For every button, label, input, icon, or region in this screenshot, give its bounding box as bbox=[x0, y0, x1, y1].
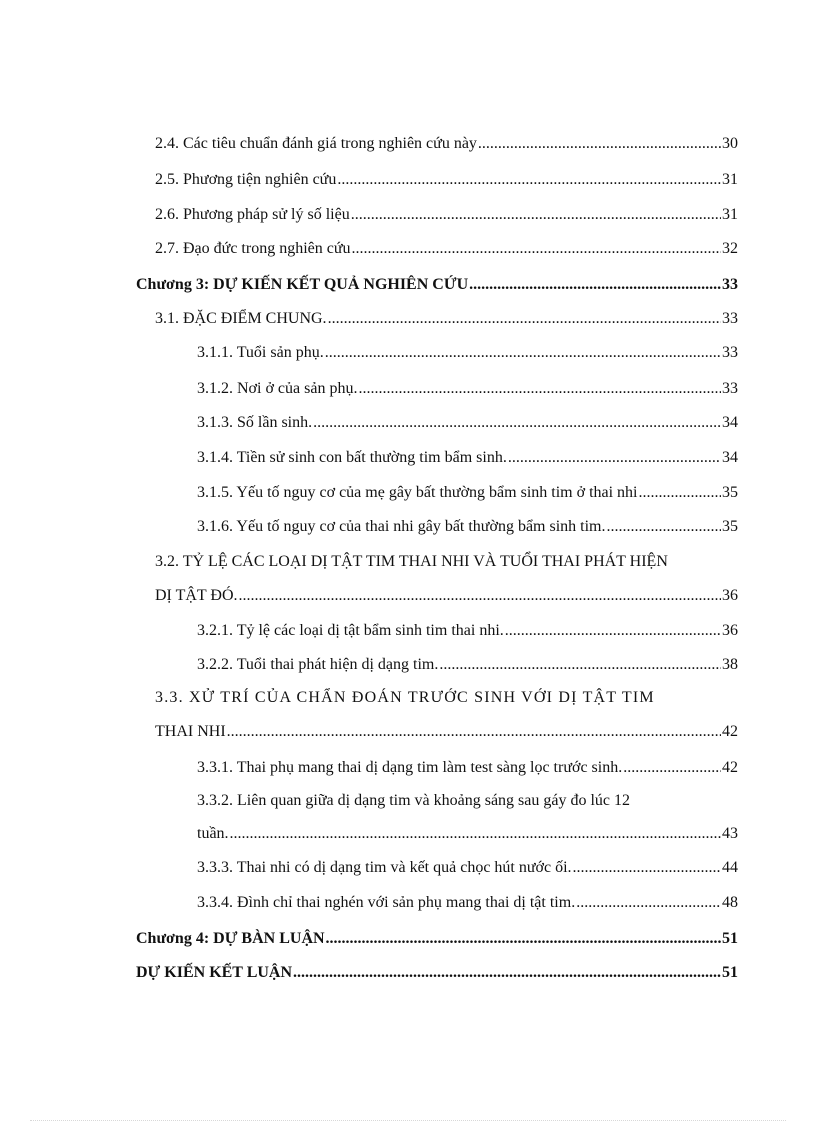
dot-leader bbox=[358, 379, 721, 399]
dot-leader bbox=[313, 413, 721, 433]
toc-entry-title: 3.1.1. Tuổi sản phụ. bbox=[197, 344, 324, 361]
toc-page-number: 33 bbox=[722, 380, 738, 397]
toc-page-number: 31 bbox=[722, 171, 738, 188]
toc-page-number: 36 bbox=[722, 587, 738, 604]
dot-leader bbox=[293, 963, 721, 983]
dot-leader bbox=[573, 858, 721, 878]
dot-leader bbox=[576, 893, 721, 913]
page-bottom-divider bbox=[30, 1120, 786, 1121]
toc-entry bbox=[197, 517, 738, 537]
toc-page-number: 34 bbox=[722, 414, 738, 431]
toc-page-number: 44 bbox=[722, 859, 738, 876]
toc-entry bbox=[197, 621, 738, 641]
dot-leader bbox=[328, 309, 721, 329]
toc-entry-title: 3.2. TỶ LỆ CÁC LOẠI DỊ TẬT TIM THAI NHI VÀ TUỔI THAI PHÁT HIỆN bbox=[155, 553, 668, 570]
toc-entry bbox=[155, 239, 738, 259]
toc-entry-title: DỰ KIẾN KẾT LUẬN bbox=[136, 964, 293, 981]
toc-entry bbox=[197, 824, 738, 844]
toc-entry-title-continued: DỊ TẬT ĐÓ. bbox=[155, 587, 238, 604]
toc-page-number: 51 bbox=[722, 930, 738, 947]
dot-leader bbox=[239, 586, 721, 606]
toc-entry-title-continued: tuần. bbox=[197, 825, 229, 842]
toc-page-number: 35 bbox=[722, 518, 738, 535]
dot-leader bbox=[478, 134, 721, 154]
toc-entry-title: 3.1. ĐẶC ĐIỂM CHUNG. bbox=[155, 310, 327, 327]
toc-page-number: 48 bbox=[722, 894, 738, 911]
toc-entry bbox=[197, 413, 738, 433]
toc-entry-title: 2.6. Phương pháp sử lý số liệu bbox=[155, 206, 350, 223]
dot-leader bbox=[505, 621, 721, 641]
toc-entry bbox=[197, 655, 738, 675]
toc-chapter-entry bbox=[136, 929, 738, 949]
toc-page-number: 43 bbox=[722, 825, 738, 842]
dot-leader bbox=[326, 929, 721, 949]
toc-entry bbox=[197, 379, 738, 399]
toc-chapter-entry bbox=[136, 275, 738, 295]
toc-page-number: 34 bbox=[722, 449, 738, 466]
dot-leader bbox=[439, 655, 721, 675]
toc-page-number: 42 bbox=[722, 723, 738, 740]
dot-leader bbox=[325, 343, 721, 363]
toc-page-number: 32 bbox=[722, 240, 738, 257]
toc-entry-title: Chương 4: DỰ BÀN LUẬN bbox=[136, 930, 325, 947]
dot-leader bbox=[623, 758, 721, 778]
dot-leader bbox=[337, 170, 721, 190]
toc-entry bbox=[155, 586, 738, 606]
toc-entry-title: 3.3.2. Liên quan giữa dị dạng tim và khoảng sáng sau gáy đo lúc 12 bbox=[197, 792, 631, 809]
toc-entry bbox=[197, 343, 738, 363]
toc-entry bbox=[155, 170, 738, 190]
toc-entry-title: 3.2.1. Tỷ lệ các loại dị tật bẩm sinh tim thai nhi. bbox=[197, 622, 504, 639]
toc-chapter-entry bbox=[136, 963, 738, 983]
toc-entry bbox=[155, 205, 738, 225]
toc-entry-title: 3.1.5. Yếu tố nguy cơ của mẹ gây bất thường bẩm sinh tim ở thai nhi bbox=[197, 484, 638, 501]
dot-leader bbox=[639, 483, 722, 503]
toc-entry-title: 2.7. Đạo đức trong nghiên cứu bbox=[155, 240, 351, 257]
toc-entry-title: 3.1.3. Số lần sinh. bbox=[197, 414, 313, 431]
toc-entry-title: 3.3.1. Thai phụ mang thai dị dạng tim làm test sàng lọc trước sinh. bbox=[197, 759, 623, 776]
toc-entry bbox=[155, 722, 738, 742]
dot-leader bbox=[607, 517, 722, 537]
toc-entry-title: 3.3. XỬ TRÍ CỦA CHẨN ĐOÁN TRƯỚC SINH VỚI DỊ TẬT TIM bbox=[155, 689, 655, 706]
dot-leader bbox=[230, 824, 721, 844]
toc-entry-line1 bbox=[197, 791, 738, 811]
toc-page-number: 35 bbox=[722, 484, 738, 501]
toc-page-number: 33 bbox=[722, 310, 738, 327]
toc-entry bbox=[155, 309, 738, 329]
toc-page-number: 38 bbox=[722, 656, 738, 673]
toc-page-number: 33 bbox=[722, 276, 738, 293]
toc-entry bbox=[197, 483, 738, 503]
toc-entry-title: 3.1.4. Tiền sử sinh con bất thường tim bẩm sinh. bbox=[197, 449, 507, 466]
toc-entry-title: Chương 3: DỰ KIẾN KẾT QUẢ NGHIÊN CỨU bbox=[136, 276, 469, 293]
toc-entry-line1 bbox=[155, 552, 738, 572]
dot-leader bbox=[469, 275, 721, 295]
toc-entry bbox=[155, 134, 738, 154]
toc-entry-title: 3.2.2. Tuổi thai phát hiện dị dạng tim. bbox=[197, 656, 439, 673]
toc-entry-title: 2.4. Các tiêu chuẩn đánh giá trong nghiên cứu này bbox=[155, 135, 477, 152]
toc-entry-title: 3.3.3. Thai nhi có dị dạng tim và kết quả chọc hút nước ối. bbox=[197, 859, 572, 876]
toc-entry bbox=[197, 448, 738, 468]
dot-leader bbox=[351, 205, 721, 225]
toc-entry-title: 3.1.6. Yếu tố nguy cơ của thai nhi gây bất thường bẩm sinh tim. bbox=[197, 518, 606, 535]
dot-leader bbox=[508, 448, 721, 468]
toc-entry bbox=[197, 858, 738, 878]
toc-page-number: 42 bbox=[722, 759, 738, 776]
toc-page-number: 33 bbox=[722, 344, 738, 361]
dot-leader bbox=[227, 722, 721, 742]
toc-entry-title: 3.1.2. Nơi ở của sản phụ. bbox=[197, 380, 358, 397]
dot-leader bbox=[352, 239, 721, 259]
toc-entry-line1 bbox=[155, 688, 738, 708]
toc-entry-title: 3.3.4. Đình chỉ thai nghén với sản phụ mang thai dị tật tim. bbox=[197, 894, 576, 911]
toc-entry bbox=[197, 758, 738, 778]
toc-page-number: 31 bbox=[722, 206, 738, 223]
toc-page-number: 30 bbox=[722, 135, 738, 152]
toc-entry bbox=[197, 893, 738, 913]
toc-page-number: 36 bbox=[722, 622, 738, 639]
toc-page-number: 51 bbox=[722, 964, 738, 981]
toc-entry-title-continued: THAI NHI bbox=[155, 723, 226, 740]
toc-entry-title: 2.5. Phương tiện nghiên cứu bbox=[155, 171, 337, 188]
